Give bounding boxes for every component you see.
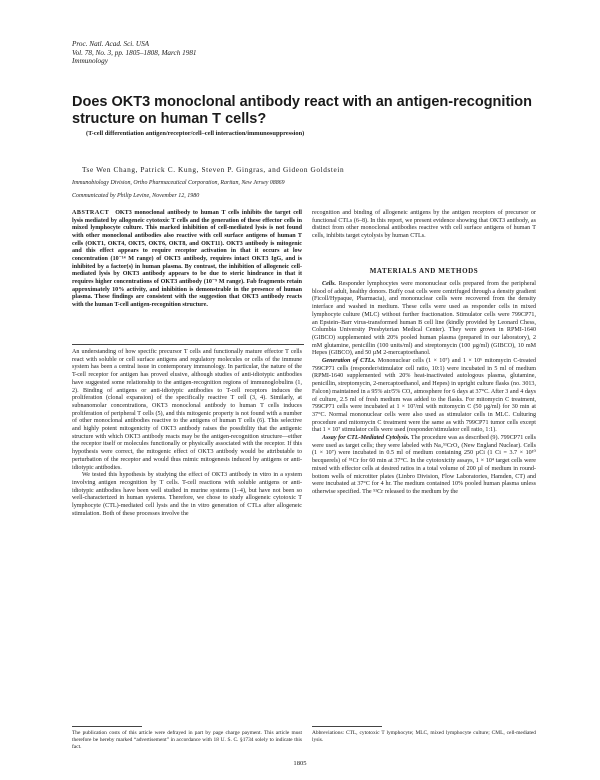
- abstract-text: OKT3 monoclonal antibody to human T cells inhibits the target cell lysis mediated by allogeneic cytotoxic T cells and the generation of these effector cells in mixed lymphocyte culture. This marked inhibition of cell-mediated lysis is not found with other monoclonal antibodies also reactive with cell surface antigens of human T cells (OKT1, OKT4, OKT5, OKT6, OKT8, and OKT11). OKT3 antibody is mitogenic and this effect appears to require receptor activation in that it occurs at low concentration (10⁻¹⁴ M range) of OKT3 antibody, requires intact OKT3 IgG, and is inhibited by a factor(s) in human plasma. By contrast, the inhibition of allogeneic cell-mediated lysis by OKT3 antibody appears to be due to steric hindrance in that it requires higher concentrations of OKT3 antibody (10⁻⁹ M range). Fab fragments retain approximately 10% activity, and inhibition is demonstrable in the presence of human plasma. These findings are consistent with the suggestion that OKT3 antibody reacts with the human T-cell antigen-recognition structure.: [72, 210, 302, 308]
- intro-continuation-text: recognition and binding of allogeneic antigens by the antigen receptors of precursor or functional CTLs (6–8). In this report, we present evidence showing that OKT3 antibody, as distinct from other monoclonal antibodies reactive with cell surface antigens of human T cells, inhibits target cytolysis by human CTLs.: [312, 210, 536, 240]
- footnote-divider-right: [312, 726, 382, 727]
- methods-subhead: Generation of CTLs.: [322, 358, 376, 365]
- methods-text: Mononuclear cells (1 × 10⁷) and 1 × 10⁶ mitomycin C-treated 799CP71 cells (responder/stimulator cell ratio, 10:1) were incubated in 5 ml of medium (RPMI-1640 supplemented with 20% heat-inactivated autologous plasma, glutamine, penicillin, streptomycin, 2-mercaptoethanol, and Hepes) in upright culture flasks (no. 3013, Falcon) maintained in a 95% air/5% CO₂ atmosphere for 6 days at 37°C. After 3 and 4 days of culture, 2.5 ml of fresh medium was added to the flasks. For mitomycin C treatment, 799CP71 cells were incubated at 1 × 10⁷/ml with mitomycin C (50 µg/ml) for 30 min at 37°C. Normal mononuclear cells were also used as stimulator cells in MLC. Culturing procedure and mitomycin C treatment were the same as with 799CP71 tumor cells except that 1 × 10⁷ stimulator cells were used (responder/stimulator cell ratio, 1:1).: [312, 358, 536, 434]
- page-number: 1805: [293, 760, 307, 767]
- article-authors: Tse Wen Chang, Patrick C. Kung, Steven P. Gingras, and Gideon Goldstein: [82, 165, 345, 174]
- journal-name: Proc. Natl. Acad. Sci. USA: [72, 40, 150, 48]
- article-title: Does OKT3 monoclonal antibody react with an antigen-recognition structure on human T cells?: [72, 94, 533, 127]
- intro-continuation: [312, 210, 536, 241]
- methods-paragraph-cells: [312, 281, 536, 358]
- abstract-label: ABSTRACT: [72, 210, 110, 216]
- intro-paragraph-1: An understanding of how specific precursor T cells and functionally mature effector T cells react with soluble or cell surface antigens and regulatory molecules or cells of the immune system has been a central issue in contemporary immunology. In particular, the nature of the T-cell receptor for antigen has proved elusive, although studies of anti-idiotypic antibodies have suggested some relationship to the antigen-recognition regions of immunoglobulins (1, 2). Binding of antigens or anti-idiotypic antibodies to T-cell receptors induces the proliferation (clonal expansion) of the specifically reactive T cell (3, 4). Similarly, at subnanomolar concentrations, OKT3 monoclonal antibody to human T cells induces proliferation of peripheral T cells (5), and this mitogenic property is not found with a number of other monoclonal antibodies reactive to the antigens of human T cells (6). This selective and highly potent mitogenicity of OKT3 antibody raises the possibility that the antigenic structure with which OKT3 antibody reacts may be the antigen-recognition structure—either the receptor itself or molecules functionally or physically associated with the receptor. If this hypothesis were correct, the mitogenic effect of OKT3 antibody would be attributable to perturbation of the receptor and would thus mimic mitogenesis induced by antigens or anti-idiotypic antibodies.: [72, 349, 302, 471]
- author-affiliation: Immunobiology Division, Ortho Pharmaceutical Corporation, Raritan, New Jersey 08869: [72, 180, 285, 186]
- journal-section: Immunology: [72, 57, 108, 66]
- footnote-divider-left: [72, 726, 142, 727]
- journal-volume: Vol. 78, No. 3, pp. 1805–1808, March 1981: [72, 48, 197, 57]
- abbreviations-footnote: Abbreviations: CTL, cytotoxic T lymphocyte; MLC, mixed lymphocyte culture; CML, cell-mediated lysis.: [312, 730, 536, 743]
- publication-cost-footnote: The publication costs of this article were defrayed in part by page charge payment. This article must therefore be hereby marked “advertisement” in accordance with 18 U. S. C. §1734 solely to indicate this fact.: [72, 730, 302, 750]
- methods-section: [312, 281, 536, 497]
- methods-subhead: Assay for CTL-Mediated Cytolysis.: [322, 435, 410, 442]
- methods-subhead: Cells.: [322, 281, 337, 287]
- abstract: [72, 210, 302, 310]
- methods-text: The procedure was as described (9). 799CP71 cells were used as target cells; they were labeled with Na₂⁵¹CrO₄ (New England Nuclear). Cells (1 × 10⁷) were incubated in 0.5 ml of medium containing 250 µCi (1 Ci = 3.7 × 10¹⁰ becquerels) of ⁵¹Cr for 60 min at 37°C. In the cytotoxicity assays, 1 × 10⁴ target cells were mixed with effector cells at desired ratios in a total volume of 200 µl of medium in round-bottom wells of microtiter plates (Linbro Division, Flow Laboratories, Hamden, CT) and were incubated at 37°C for 4 hr. The medium contained 10% pooled human plasma unless otherwise specified. The ⁵¹Cr released to the medium by the: [312, 435, 536, 495]
- methods-text: Responder lymphocytes were mononuclear cells prepared from the peripheral blood of adult, healthy donors. Buffy coat cells were centrifuged through a density gradient (Ficoll/Hypaque, Pharmacia), and mononuclear cells were recovered from the density interface and washed in medium. These cells were used as responder cells in mixed lymphocyte culture (MLC) without further fractionation. Stimulator cells were 799CP71, an Epstein–Barr virus-transformed human B cell line (kindly provided by Leonard Chess, Columbia University Presbyterian Medical Center). They were grown in RPMI-1640 (GIBCO) supplemented with 20% pooled human plasma (prepared in our laboratory), 2 mM glutamine, penicillin (100 units/ml) and streptomycin (100 µg/ml) (GIBCO), 10 mM Hepes (GIBCO), and 50 µM 2-mercaptoethanol.: [312, 281, 536, 357]
- methods-heading: MATERIALS AND METHODS: [369, 267, 479, 275]
- introduction: [72, 349, 302, 518]
- intro-paragraph-2: We tested this hypothesis by studying the effect of OKT3 antibody in vitro in a system involving antigen recognition by T cells. T-cell reactions with soluble antigens or anti-idiotypic antibodies have been well studied in murine systems (1–4), but have not been so well-characterized in human systems. Therefore, we chose to study allogeneic cytotoxic T lymphocyte (CTL)-mediated cell lysis and the in vitro generation of CTLs after allogeneic stimulation. Both of these processes involve the: [72, 472, 302, 517]
- communicated-by: Communicated by Philip Levine, November 12, 1980: [72, 193, 200, 199]
- article-keywords: (T-cell differentiation antigen/receptor/cell–cell interaction/immunosuppression): [86, 130, 305, 137]
- journal-header: [72, 40, 197, 66]
- methods-paragraph-cytolysis-assay: [312, 435, 536, 497]
- abstract-divider: [72, 344, 304, 345]
- methods-paragraph-ctl-generation: [312, 358, 536, 435]
